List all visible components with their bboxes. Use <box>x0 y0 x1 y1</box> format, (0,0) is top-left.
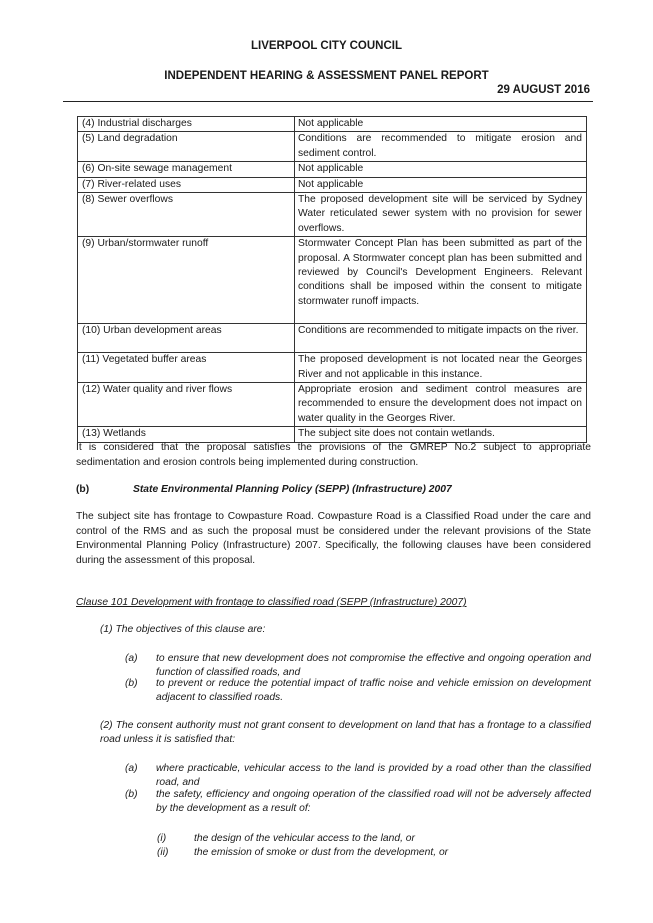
report-date: 29 AUGUST 2016 <box>497 84 590 96</box>
table-row <box>78 383 587 427</box>
gmrep-table <box>77 116 587 443</box>
item-label: (b) <box>125 789 138 800</box>
table-cell-item: (8) Sewer overflows <box>78 193 295 237</box>
item-label: (a) <box>125 653 138 664</box>
item-text: the safety, efficiency and ongoing operation of the classified road will not be adversely affected by the development as a result of: <box>156 789 591 815</box>
sub2-item-a <box>125 762 591 791</box>
item-label: (ii) <box>157 847 169 858</box>
table-row <box>78 324 587 353</box>
table-row <box>78 162 587 177</box>
council-name: LIVERPOOL CITY COUNCIL <box>250 40 402 52</box>
sub1-intro: (1) The objectives of this clause are: <box>100 624 266 635</box>
table-cell-comment: The proposed development is not located near the Georges River and not applicable in this instance. <box>295 353 587 383</box>
table-cell-comment: Appropriate erosion and sediment control measures are recommended to ensure the development does not impact on water quality in the Georges River. <box>295 383 587 427</box>
table-cell-item: (5) Land degradation <box>78 132 295 162</box>
sub2-b-item-i <box>157 832 591 847</box>
item-text: to prevent or reduce the potential impact of traffic noise and vehicle emission on development adjacent to classified roads. <box>156 678 591 704</box>
table-cell-comment: The subject site does not contain wetlands. <box>295 427 587 442</box>
table-cell-item: (6) On-site sewage management <box>78 162 295 177</box>
table-cell-comment: The proposed development site will be serviced by Sydney Water reticulated sewer system with no provision for sewer overflows. <box>295 193 587 237</box>
header-rule <box>63 101 593 102</box>
gmrep-conclusion: It is considered that the proposal satisfies the provisions of the GMREP No.2 subject to appropriate sedimentation and erosion controls being implemented during construction. <box>76 442 591 468</box>
table-cell-comment: Conditions are recommended to mitigate erosion and sediment control. <box>295 132 587 162</box>
item-text: the design of the vehicular access to the land, or <box>194 833 415 844</box>
item-text: to ensure that new development does not compromise the effective and ongoing operation and function of classified roads, and <box>156 653 591 679</box>
table-cell-comment: Not applicable <box>295 162 587 177</box>
sub2-b-item-ii <box>157 846 591 861</box>
item-label: (a) <box>125 763 138 774</box>
section-b-title: State Environmental Planning Policy (SEPP) (Infrastructure) 2007 <box>133 484 452 495</box>
sub2-intro: (2) The consent authority must not grant consent to development on land that has a frontage to a classified road unless it is satisfied that: <box>100 720 591 746</box>
table-row <box>78 193 587 237</box>
table-cell-item: (10) Urban development areas <box>78 324 295 353</box>
table-cell-comment: Not applicable <box>295 117 587 132</box>
table-cell-item: (12) Water quality and river flows <box>78 383 295 427</box>
table-cell-item: (13) Wetlands <box>78 427 295 442</box>
clause-101-heading: Clause 101 Development with frontage to classified road (SEPP (Infrastructure) 2007) <box>76 597 467 608</box>
table-cell-item: (4) Industrial discharges <box>78 117 295 132</box>
section-b-label: (b) <box>76 484 90 495</box>
item-label: (i) <box>157 833 167 844</box>
table-cell-comment: Stormwater Concept Plan has been submitted as part of the proposal. A Stormwater concept plan has been submitted and reviewed by Council's Development Engineers. Relevant conditions shall be imposed within the consent to mitigate stormwater runoff impacts. <box>295 237 587 324</box>
item-text: where practicable, vehicular access to the land is provided by a road other than the classified road, and <box>156 763 591 789</box>
sub2-item-b <box>125 788 591 817</box>
table-row <box>78 117 587 132</box>
table-row <box>78 132 587 162</box>
section-b-intro: The subject site has frontage to Cowpasture Road. Cowpasture Road is a Classified Road under the care and control of the RMS and as such the proposal must be considered under the relevant provisions of the State Environmental Planning Policy (Infrastructure) 2007. Specifically, the following clauses have been considered during the assessment of this proposal. <box>76 511 591 566</box>
sub1-item-b <box>125 677 591 706</box>
table-cell-item: (9) Urban/stormwater runoff <box>78 237 295 324</box>
table-cell-comment: Conditions are recommended to mitigate impacts on the river. <box>295 324 587 353</box>
table-row <box>78 353 587 383</box>
table-row <box>78 427 587 442</box>
item-label: (b) <box>125 678 138 689</box>
table-cell-comment: Not applicable <box>295 177 587 192</box>
table-row <box>78 177 587 192</box>
section-b-heading <box>76 484 452 495</box>
report-title: INDEPENDENT HEARING & ASSESSMENT PANEL REPORT <box>164 70 489 82</box>
table-row <box>78 237 587 324</box>
table-cell-item: (11) Vegetated buffer areas <box>78 353 295 383</box>
table-cell-item: (7) River-related uses <box>78 177 295 192</box>
item-text: the emission of smoke or dust from the development, or <box>194 847 449 858</box>
